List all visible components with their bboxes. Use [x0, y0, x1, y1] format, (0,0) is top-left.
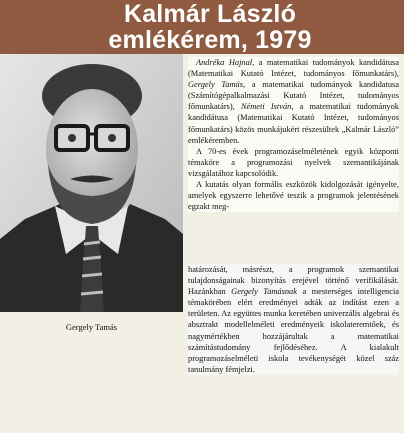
article-column-2 [188, 264, 399, 375]
text-run: , a matematikai tudományok kandidatusa (Számítógépalkalmazási Kutató Intézet, tudományos főmunkatárs), [188, 80, 400, 112]
photo-caption: Gergely Tamás [65, 322, 118, 332]
paragraph-intro [188, 57, 399, 146]
paragraph-continued [188, 264, 399, 375]
header-banner [0, 0, 404, 54]
text-run: , a matematikai tudományok kandidátusa (Matematikai Kutató Intézet, tudományos főmunkatárs), [188, 58, 399, 79]
person-name: Gergely Tamás [188, 80, 243, 90]
page-title: Kalmár László [123, 0, 297, 28]
person-name: Gergely Tamásnak [231, 287, 297, 297]
text-run: határozását, másrészt, a programok szemantikai tulajdonságainak bizonyítás erejével történő verifikálását. Hazánkban [188, 265, 399, 297]
portrait-photo [0, 54, 183, 312]
person-name: Németi István [240, 102, 292, 112]
paragraph: A kutatás olyan formális eszközök kidolgozását igényelte, amelyek egyszerre lehetővé teszik a programok jelentésének egzakt meg- [188, 180, 399, 212]
person-name: Andréka Hajnal [196, 58, 253, 67]
page-subtitle: emlékérem, 1979 [108, 26, 312, 54]
text-run: , a matematikai tudományok kandidátusa (Matematikai Kutató Intézet, tudományos főmunkatárs) közös munkájukért részesültek „Kalmár László” emlékéremben. [188, 102, 399, 145]
paragraph: A 70-es évek programozáselméletének egyik központi témaköre a programozási nyelvek szemantikájának vizsgálatához kapcsolódik. [188, 146, 399, 178]
text-run: a mesterséges intelligencia témakörében elért eredményei adták az indítást ezen a területen. Az együttes munka keretében univerzális algebrai és absztrakt modellelméleti eredményeik iskolateremtőek, és nagymértékben hozzájárultak a matematikai számítástudomány fejlődéséhez. A kialakult programozáselméleti iskola tevékenységét közel száz tanulmány fémjelzi. [188, 287, 399, 374]
article-column-1 [188, 57, 399, 212]
